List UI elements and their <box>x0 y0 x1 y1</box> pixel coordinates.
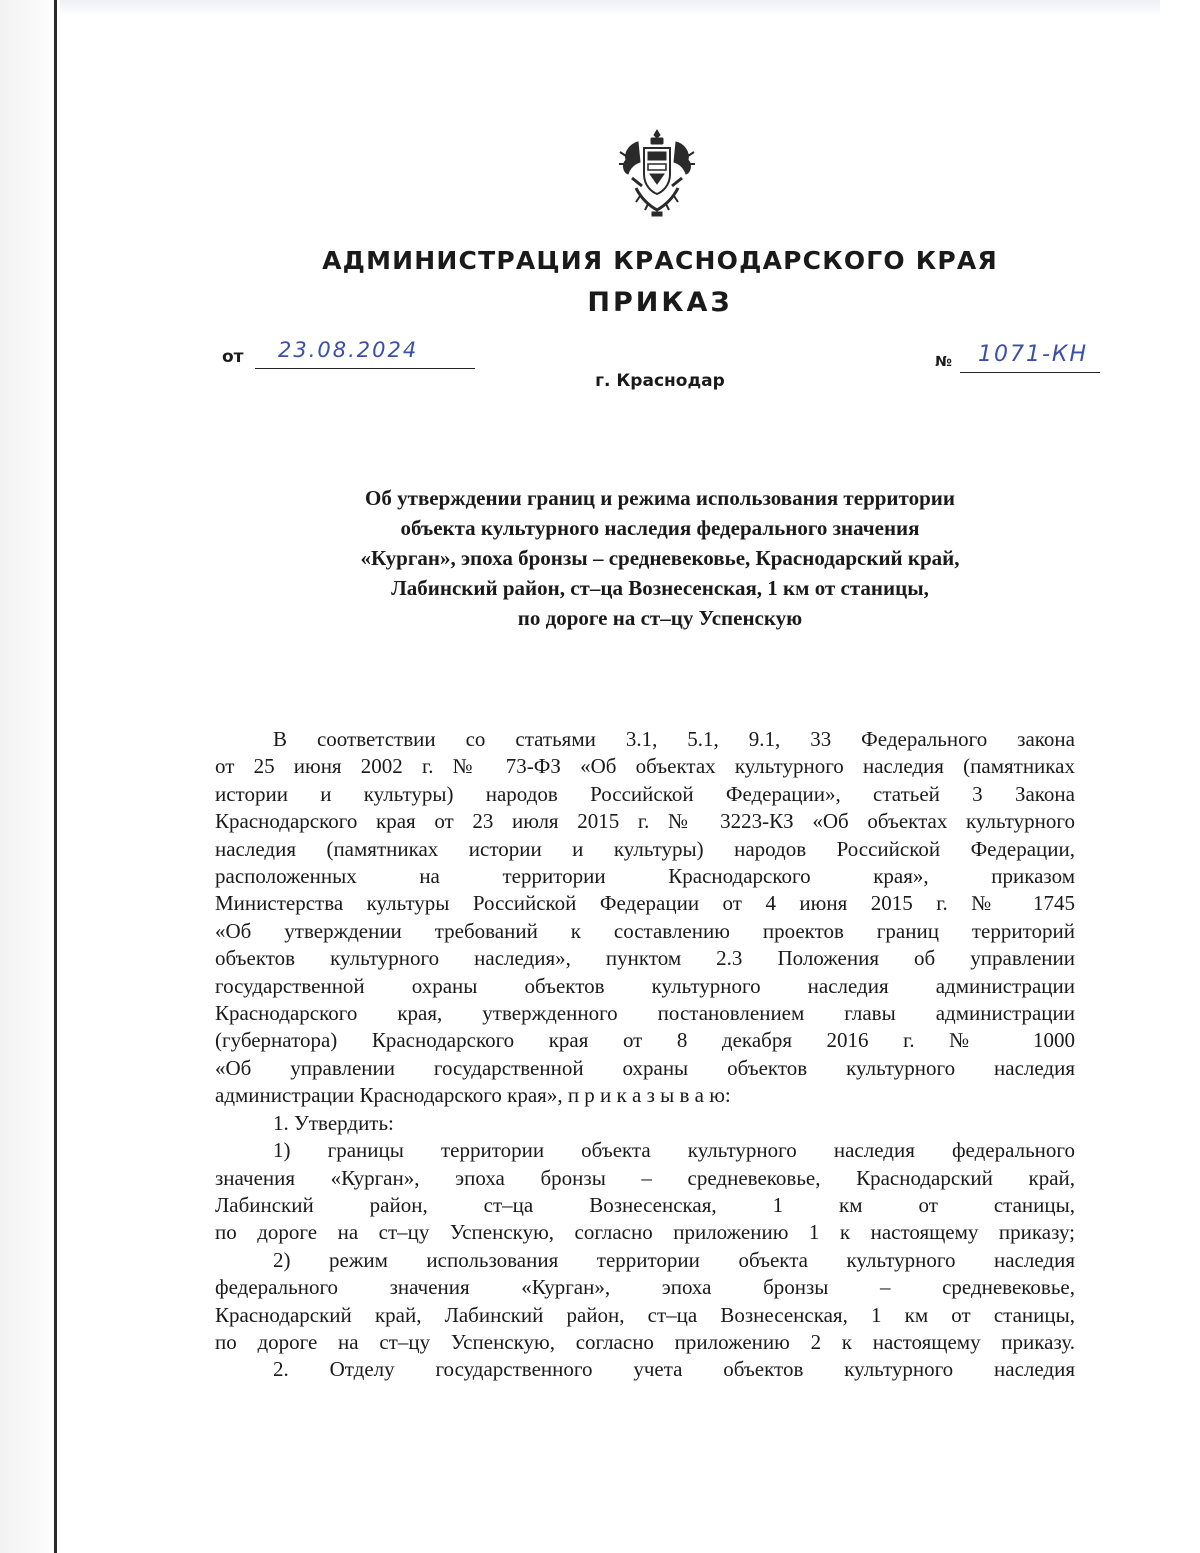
city-label: г. Краснодар <box>595 371 725 391</box>
subject-line: «Курган», эпоха бронзы – средневековье, Краснодарский край, <box>360 546 960 570</box>
body-line: по дороге на ст–цу Успенскую, согласно приложению 1 к настоящему приказу; <box>215 1220 1075 1245</box>
scan-edge-line <box>54 0 57 1553</box>
body-line: (губернатора) Краснодарского края от 8 декабря 2016 г. № 1000 <box>215 1028 1075 1053</box>
body-line: федерального значения «Курган», эпоха бронзы – средневековье, <box>215 1275 1075 1300</box>
body-line: 1) границы территории объекта культурного наследия федерального <box>273 1138 1075 1163</box>
body-line: расположенных на территории Краснодарского края», приказом <box>215 864 1075 889</box>
body-line: Министерства культуры Российской Федерации от 4 июня 2015 г. № 1745 <box>215 891 1075 916</box>
handwritten-number: 1071-КН <box>978 342 1089 367</box>
body-line: 1. Утвердить: <box>273 1110 394 1135</box>
body-line: наследия (памятниках истории и культуры) народов Российской Федерации, <box>215 836 1075 861</box>
document-body <box>215 726 1075 1384</box>
body-line: объектов культурного наследия», пунктом 2.3 Положения об управлении <box>215 946 1075 971</box>
document-subject <box>200 483 1120 633</box>
body-line: от 25 июня 2002 г. № 73-ФЗ «Об объектах культурного наследия (памятниках <box>215 754 1075 779</box>
subject-line: Лабинский район, ст–ца Вознесенская, 1 км от станицы, <box>391 576 929 600</box>
subject-line: по дороге на ст–цу Успенскую <box>517 606 803 630</box>
body-line: по дороге на ст–цу Успенскую, согласно приложению 2 к настоящему приказу. <box>215 1329 1075 1354</box>
body-line: 2) режим использования территории объекта культурного наследия <box>273 1247 1075 1272</box>
body-line: Лабинский район, ст–ца Вознесенская, 1 км от станицы, <box>215 1192 1075 1217</box>
body-line: государственной охраны объектов культурного наследия администрации <box>215 973 1075 998</box>
coat-of-arms-icon <box>618 128 696 220</box>
body-line: Краснодарского края, утвержденного постановлением главы администрации <box>215 1001 1075 1026</box>
body-line: «Об утверждении требований к составлению проектов границ территорий <box>215 918 1075 943</box>
body-line: 2. Отделу государственного учета объектов культурного наследия <box>273 1357 1075 1382</box>
date-prefix: от <box>222 347 244 367</box>
number-underline <box>960 372 1100 373</box>
body-line: Краснодарский край, Лабинский район, ст–ца Вознесенская, 1 км от станицы, <box>215 1302 1075 1327</box>
date-underline <box>255 368 475 369</box>
body-line: «Об управлении государственной охраны объектов культурного наследия <box>215 1055 1075 1080</box>
number-prefix: № <box>935 354 952 370</box>
handwritten-date: 23.08.2024 <box>278 338 419 362</box>
body-line: В соответствии со статьями 3.1, 5.1, 9.1, 33 Федерального закона <box>273 727 1075 751</box>
body-line: Краснодарского края от 23 июля 2015 г. № 3223-КЗ «Об объектах культурного <box>215 809 1075 834</box>
document-type-title: ПРИКАЗ <box>587 287 733 318</box>
body-line: администрации Краснодарского края», п р и к а з ы в а ю: <box>215 1083 731 1108</box>
organization-title: АДМИНИСТРАЦИЯ КРАСНОДАРСКОГО КРАЯ <box>322 246 998 275</box>
subject-line: объекта культурного наследия федерального значения <box>400 516 920 540</box>
body-line: истории и культуры) народов Российской Федерации», статьей 3 Закона <box>215 781 1075 806</box>
scan-top-margin <box>60 0 1160 16</box>
subject-line: Об утверждении границ и режима использования территории <box>365 486 955 510</box>
scan-left-margin <box>0 0 58 1553</box>
body-line: значения «Курган», эпоха бронзы – средневековье, Краснодарский край, <box>215 1165 1075 1190</box>
